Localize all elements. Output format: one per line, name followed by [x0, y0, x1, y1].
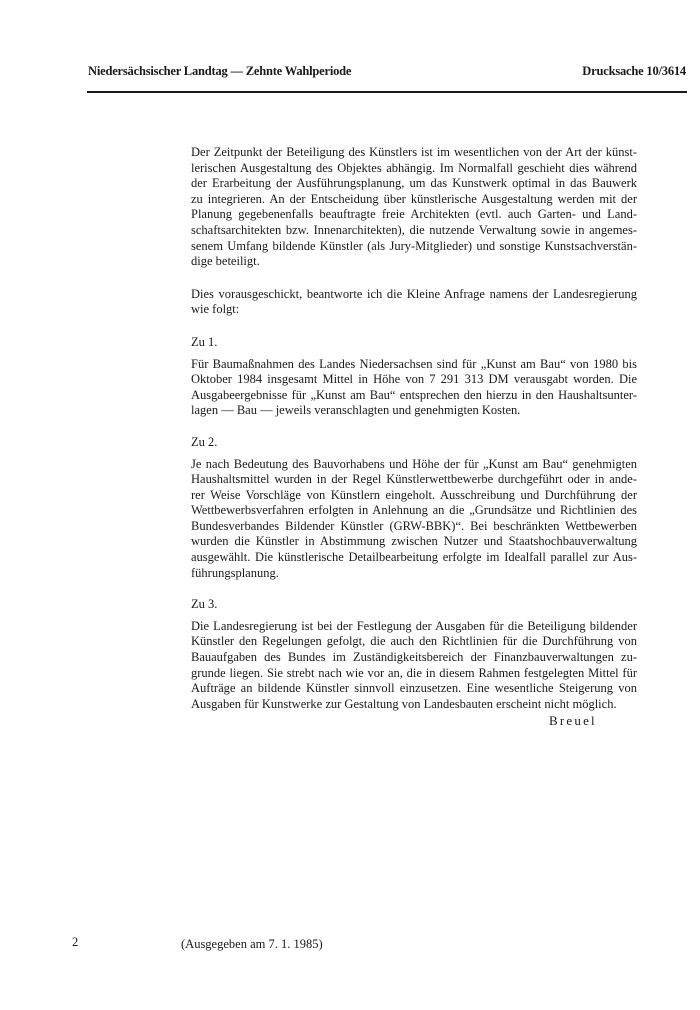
- text-line: führungsplanung.: [191, 565, 279, 580]
- text-line: dige beteiligt.: [191, 254, 260, 269]
- text-line: schaftsarchitekten bzw. Innenarchitekten), die nutzende Verwaltung sowie in angemes-: [191, 222, 637, 237]
- text-line: Ausgaben für Kunstwerke zur Gestaltung von Landesbauten erscheint nicht möglich.: [191, 696, 617, 711]
- text-line: Planung gegebenenfalls beauftragte freie Architekten (evtl. auch Garten- und Land-: [191, 207, 637, 222]
- text-line: grunde liegen. Sie strebt nach wie vor an, die in diesem Rahmen festgelegten Mittel für: [191, 665, 637, 680]
- text-line: Bundesverbandes Bildender Künstler (GRW-BBK)“. Bei beschränkten Wettbewerben: [191, 518, 637, 533]
- text-line: Der Zeitpunkt der Beteiligung des Künstlers ist im wesentlichen von der Art der künst-: [191, 145, 637, 159]
- text-line: zu integrieren. An der Entscheidung über künstlerische Ausgestaltung werden mit der: [191, 191, 637, 206]
- signature: Breuel: [549, 713, 597, 728]
- text-line: lerischen Ausgestaltung des Objektes abhängig. Im Normalfall geschieht dies während: [191, 160, 637, 175]
- text-line: Die Landesregierung ist bei der Festlegung der Ausgaben für die Beteiligung bildender: [191, 618, 637, 633]
- text-line: Bauaufgaben des Bundes im Zuständigkeitsbereich der Finanzbauverwaltungen zu-: [191, 650, 637, 665]
- text-line: senem Umfang bildende Künstler (als Jury-Mitglieder) und sonstige Kunstsachverstän-: [191, 238, 637, 253]
- header-document-number: Drucksache 10/3614: [582, 64, 686, 78]
- issue-date-note: (Ausgegeben am 7. 1. 1985): [181, 937, 323, 951]
- document-body: [191, 145, 637, 712]
- answer-3-heading: Zu 3.: [191, 597, 218, 612]
- answer-1-heading: Zu 1.: [191, 334, 218, 349]
- text-line: ausgewählt. Die künstlerische Detailbearbeitung erfolgte im Idealfall parallel zur Aus-: [191, 550, 637, 565]
- text-line: wie folgt:: [191, 302, 240, 317]
- text-line: Aufträge an bildende Künstler sinnvoll einzusetzen. Eine wesentliche Steigerung von: [191, 681, 637, 696]
- text-line: Haushaltsmittel wurden in der Regel Künstlerwettbewerbe durchgeführt oder in ande-: [191, 472, 637, 487]
- answer-3-paragraph: [191, 619, 637, 713]
- text-line: der Erarbeitung der Ausführungsplanung, um das Kunstwerk optimal in das Bauwerk: [191, 176, 637, 191]
- preamble-paragraph: [191, 287, 637, 318]
- page-number: 2: [72, 935, 79, 949]
- answer-2-heading: Zu 2.: [191, 434, 218, 449]
- text-line: Dies vorausgeschickt, beantworte ich die Kleine Anfrage namens der Landesregierung: [191, 286, 637, 301]
- answer-2-paragraph: [191, 457, 637, 582]
- header-rule: [87, 91, 687, 93]
- page-header: [88, 64, 686, 84]
- answer-1-paragraph: [191, 357, 637, 419]
- text-line: lagen — Bau — jeweils veranschlagten und genehmigten Kosten.: [191, 403, 521, 418]
- header-publication: Niedersächsischer Landtag — Zehnte Wahlperiode: [88, 64, 352, 78]
- text-line: Wettbewerbsverfahren erfolgten in Anlehnung an die „Grundsätze und Richtlinien des: [191, 503, 637, 518]
- text-line: Künstler den Regelungen gefolgt, die auch den Richtlinien für die Durchführung von: [191, 634, 637, 649]
- text-line: rer Weise Vorschläge von Künstlern eingeholt. Ausschreibung und Durchführung der: [191, 487, 637, 502]
- text-line: Je nach Bedeutung des Bauvorhabens und Höhe der für „Kunst am Bau“ genehmigten: [191, 456, 637, 471]
- text-line: Für Baumaßnahmen des Landes Niedersachsen sind für „Kunst am Bau“ von 1980 bis: [191, 356, 637, 371]
- intro-paragraph: [191, 145, 637, 270]
- text-line: Oktober 1984 insgesamt Mittel in Höhe von 7 291 313 DM verausgabt worden. Die: [191, 372, 637, 387]
- text-line: wurden die Künstler in Abstimmung zwischen Nutzer und Staatshochbauverwaltung: [191, 534, 637, 549]
- text-line: Ausgabeergebnisse für „Kunst am Bau“ entsprechen den hierzu in den Haushaltsunter-: [191, 387, 637, 402]
